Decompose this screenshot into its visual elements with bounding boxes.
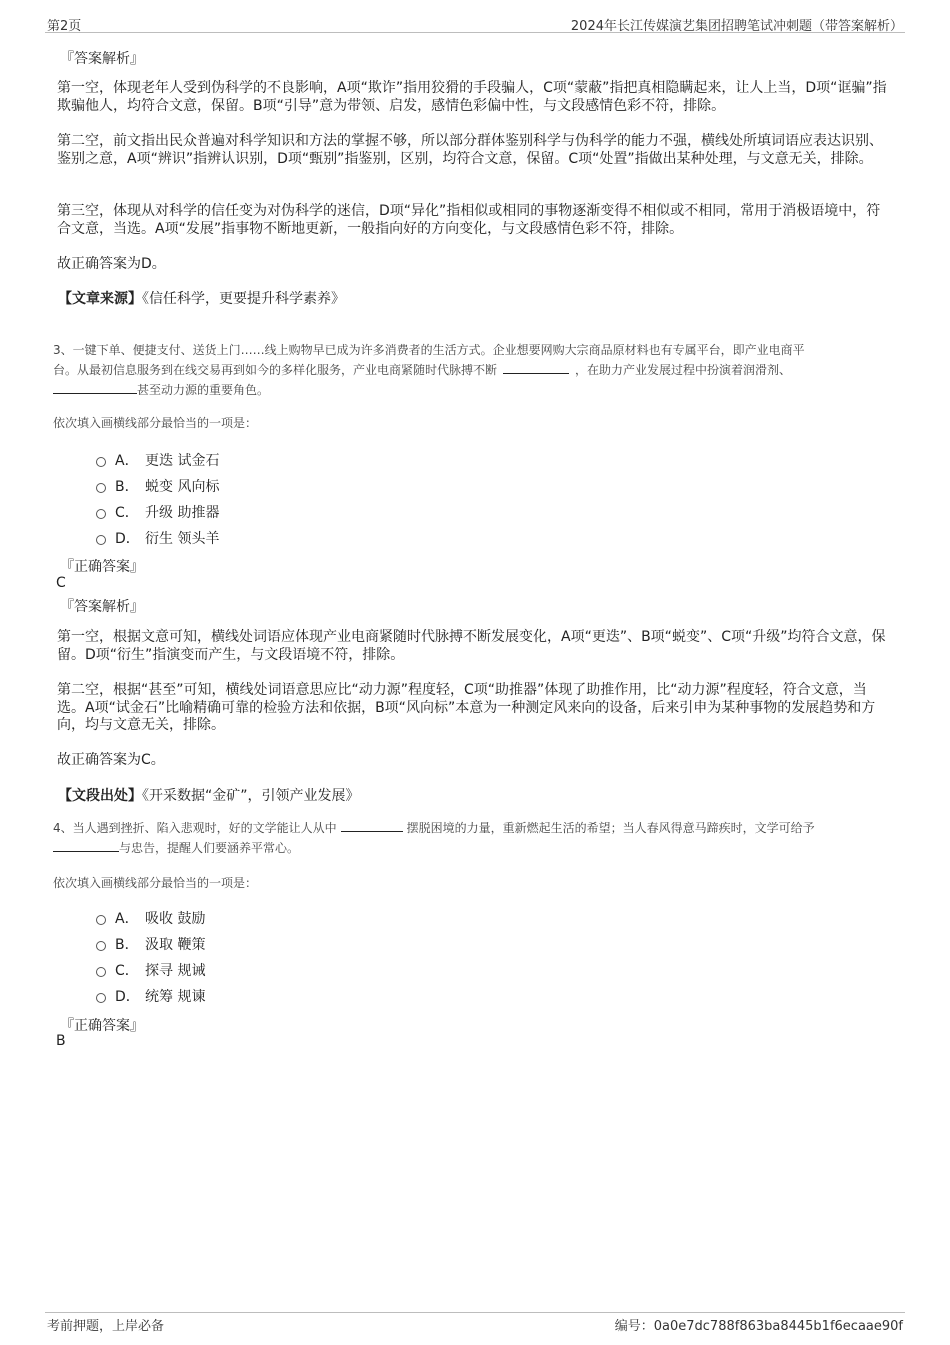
stem-line: 与忠告，提醒人们要涵养平常心。 bbox=[53, 838, 898, 858]
source-label: 【文段出处】 bbox=[58, 788, 142, 804]
option-b[interactable]: B． 汲取 鞭策 bbox=[96, 934, 205, 954]
analysis-label: 『答案解析』 bbox=[60, 599, 144, 615]
option-a[interactable]: A． 吸收 鼓励 bbox=[96, 908, 205, 928]
source-title: 《信任科学，更要提升科学素养》 bbox=[142, 291, 345, 307]
question-instruction: 依次填入画横线部分最恰当的一项是： bbox=[53, 416, 258, 430]
analysis-paragraph: 第二空，根据“甚至”可知，横线处词语意思应比“动力源”程度轻，C项“助推器”体现了助推作用，比“动力源”程度轻，符合文意，当选。A项“试金石”比喻精确可靠的检验方法和依据，B项“风向标”本意为一种测定风来向的设备，后来引申为某种事物的发展趋势和方向，均与文意无关，排除。 bbox=[57, 682, 876, 733]
fill-blank bbox=[341, 819, 403, 832]
document-title: 2024年长江传媒演艺集团招聘笔试冲刺题（带答案解析） bbox=[570, 19, 903, 34]
radio-button[interactable] bbox=[96, 993, 106, 1003]
source-label: 【文章来源】 bbox=[58, 291, 142, 307]
option-text: 更迭 试金石 bbox=[145, 453, 220, 469]
radio-button[interactable] bbox=[96, 483, 106, 493]
option-text: 汲取 鞭策 bbox=[145, 937, 206, 953]
analysis-paragraph: 第三空，体现从对科学的信任变为对伪科学的迷信，D项“异化”指相似或相同的事物逐渐变得不相似或不相同，常用于消极语境中，符合文意，当选。A项“发展”指事物不断地更新，一般指向好的方向变化，与文段感情色彩不符，排除。 bbox=[57, 203, 881, 237]
analysis-label: 『答案解析』 bbox=[60, 51, 144, 67]
analysis-paragraph: 第一空，根据文意可知，横线处词语应体现产业电商紧随时代脉搏不断发展变化，A项“更迭”、B项“蜕变”、C项“升级”均符合文意，保留。D项“衍生”指演变而产生，与文段语境不符，排除。 bbox=[57, 629, 886, 663]
correct-answer-label: 『正确答案』 bbox=[60, 1018, 144, 1034]
option-text: 探寻 规诫 bbox=[145, 963, 206, 979]
option-c[interactable]: C． 探寻 规诫 bbox=[96, 960, 205, 980]
fill-blank bbox=[53, 381, 137, 394]
fill-blank bbox=[503, 361, 569, 374]
stem-line: 台。从最初信息服务到在线交易再到如今的多样化服务，产业电商紧随时代脉搏不断 ，在助力产业发展过程中扮演着润滑剂、 bbox=[53, 363, 792, 377]
option-text: 衍生 领头羊 bbox=[145, 531, 220, 547]
radio-button[interactable] bbox=[96, 941, 106, 951]
correct-answer: B bbox=[56, 1033, 66, 1049]
option-text: 蜕变 风向标 bbox=[145, 479, 220, 495]
stem-line: 3、一键下单、便捷支付、送货上门……线上购物早已成为许多消费者的生活方式。企业想要网购大宗商品原材料也有专属平台，即产业电商平 bbox=[53, 343, 805, 357]
analysis-conclusion: 故正确答案为D。 bbox=[57, 256, 166, 272]
radio-button[interactable] bbox=[96, 967, 106, 977]
option-text: 升级 助推器 bbox=[145, 505, 220, 521]
question-stem bbox=[53, 818, 898, 858]
stem-line: 4、当人遇到挫折、陷入悲观时，好的文学能让人从中 摆脱困境的力量，重新燃起生活的希望；当人春风得意马蹄疾时，文学可给予 bbox=[53, 821, 815, 835]
option-d[interactable]: D． 统筹 规谏 bbox=[96, 986, 205, 1006]
option-d[interactable]: D． 衍生 领头羊 bbox=[96, 528, 219, 548]
radio-button[interactable] bbox=[96, 915, 106, 925]
option-a[interactable]: A． 更迭 试金石 bbox=[96, 450, 219, 470]
stem-line: 甚至动力源的重要角色。 bbox=[53, 380, 898, 400]
analysis-paragraph: 第二空，前文指出民众普遍对科学知识和方法的掌握不够，所以部分群体鉴别科学与伪科学的能力不强，横线处所填词语应表达识别、鉴别之意，A项“辨识”指辨认识别，D项“甄别”指鉴别，区别，均符合文意，保留。C项“处置”指做出某种处理，与文意无关，排除。 bbox=[57, 133, 883, 167]
option-text: 统筹 规谏 bbox=[145, 989, 206, 1005]
page-footer bbox=[45, 1312, 905, 1333]
page-header bbox=[45, 14, 905, 33]
fill-blank bbox=[53, 839, 119, 852]
option-b[interactable]: B． 蜕变 风向标 bbox=[96, 476, 219, 496]
question-stem bbox=[53, 340, 898, 400]
article-source bbox=[58, 785, 360, 805]
correct-answer: C bbox=[56, 575, 66, 591]
analysis-paragraph: 第一空，体现老年人受到伪科学的不良影响，A项“欺诈”指用狡猾的手段骗人，C项“蒙蔽”指把真相隐瞒起来，让人上当，D项“诓骗”指欺骗他人，均符合文意，保留。B项“引导”意为带领、启发，感情色彩偏中性，与文段感情色彩不符，排除。 bbox=[57, 80, 887, 114]
option-c[interactable]: C． 升级 助推器 bbox=[96, 502, 219, 522]
source-title: 《开采数据“金矿”，引领产业发展》 bbox=[142, 788, 360, 804]
question-instruction: 依次填入画横线部分最恰当的一项是： bbox=[53, 876, 258, 890]
analysis-conclusion: 故正确答案为C。 bbox=[57, 752, 165, 768]
page-number: 第2页 bbox=[47, 19, 82, 34]
radio-button[interactable] bbox=[96, 535, 106, 545]
radio-button[interactable] bbox=[96, 509, 106, 519]
footer-slogan: 考前押题，上岸必备 bbox=[47, 1319, 165, 1334]
radio-button[interactable] bbox=[96, 457, 106, 467]
correct-answer-label: 『正确答案』 bbox=[60, 559, 144, 575]
option-text: 吸收 鼓励 bbox=[145, 911, 206, 927]
document-id: 编号：0a0e7dc788f863ba8445b1f6ecaae90f bbox=[614, 1319, 903, 1334]
article-source bbox=[58, 288, 345, 308]
